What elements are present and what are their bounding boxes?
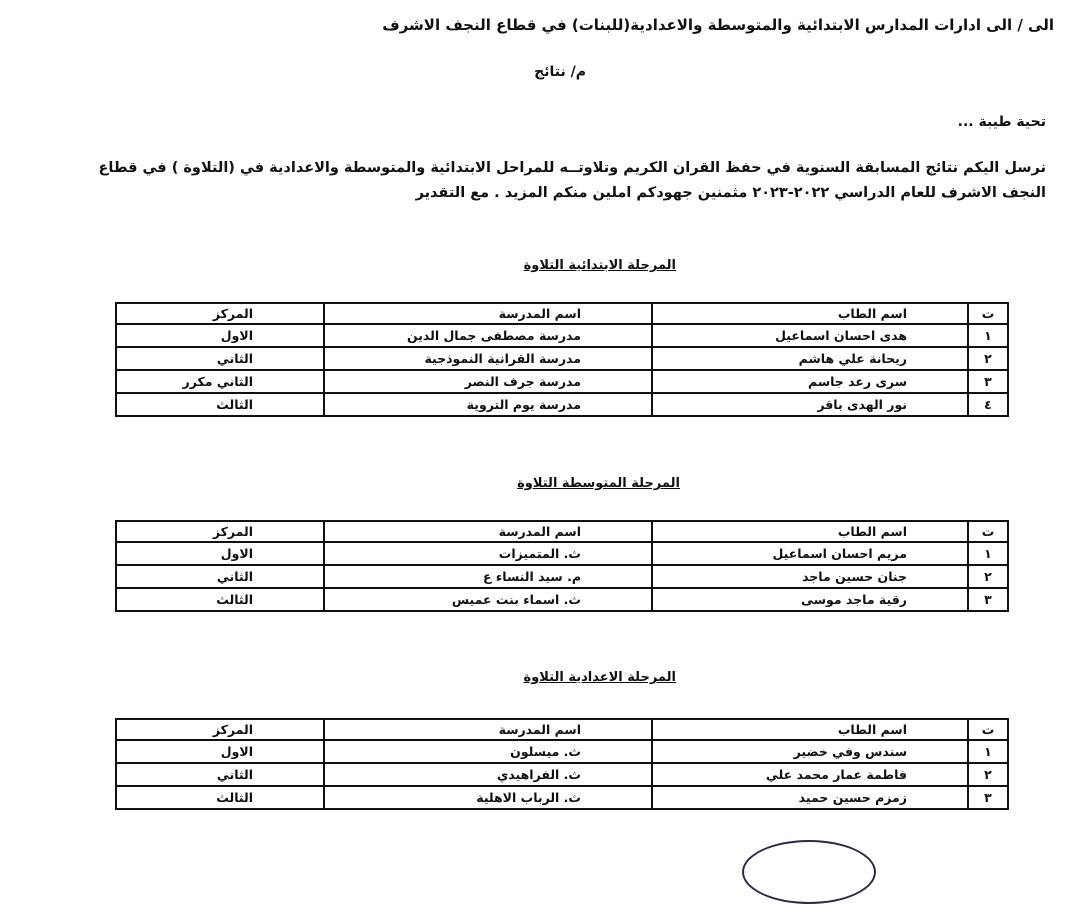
- cell-rank: الثالث: [116, 786, 324, 809]
- section-title-intermediate: المرحلة المتوسطة التلاوة: [517, 476, 680, 491]
- results-table-primary: [115, 302, 1009, 417]
- table-header-row: [116, 521, 1008, 542]
- cell-school: مدرسة مصطفى جمال الدين: [324, 324, 652, 347]
- header-school: اسم المدرسة: [324, 521, 652, 542]
- cell-rank: الثاني مكرر: [116, 370, 324, 393]
- table-row: [116, 370, 1008, 393]
- header-student: اسم الطاب: [652, 521, 968, 542]
- table-row: [116, 324, 1008, 347]
- cell-student: زمزم حسين حميد: [652, 786, 968, 809]
- cell-school: ث. المتميزات: [324, 542, 652, 565]
- section-title-primary: المرحلة الابتدائية التلاوة: [523, 258, 676, 273]
- header-school: اسم المدرسة: [324, 719, 652, 740]
- letter-body-line-2: النجف الاشرف للعام الدراسي ٢٠٢٢-٢٠٢٣ مثمنين جهودكم املين منكم المزيد . مع التقدير: [415, 185, 1046, 201]
- table-row: [116, 786, 1008, 809]
- table-header-row: [116, 303, 1008, 324]
- cell-num: ٣: [968, 370, 1008, 393]
- cell-student: نور الهدى باقر: [652, 393, 968, 416]
- letter-addressee: الى / الى ادارات المدارس الابتدائية والمتوسطة والاعدادية(للبنات) في قطاع النجف الاشرف: [382, 16, 1054, 34]
- results-table-intermediate: [115, 520, 1009, 612]
- cell-student: فاطمة عمار محمد علي: [652, 763, 968, 786]
- cell-num: ١: [968, 324, 1008, 347]
- letter-body-line-1: نرسل اليكم نتائج المسابقة السنوية في حفظ القران الكريم وتلاوتــه للمراحل الابتدائية والمتوسطة والاعدادية في (التلاوة ) في قطاع: [98, 160, 1046, 176]
- cell-school: مدرسة جرف النصر: [324, 370, 652, 393]
- cell-school: ث. اسماء بنت عميس: [324, 588, 652, 611]
- cell-num: ٣: [968, 786, 1008, 809]
- header-num: ت: [968, 521, 1008, 542]
- table-row: [116, 740, 1008, 763]
- cell-school: مدرسة يوم التروية: [324, 393, 652, 416]
- header-num: ت: [968, 303, 1008, 324]
- signature-mark: [742, 840, 876, 904]
- results-table-secondary: [115, 718, 1009, 810]
- cell-school: مدرسة القرانية النموذجية: [324, 347, 652, 370]
- cell-rank: الاول: [116, 740, 324, 763]
- header-rank: المركز: [116, 303, 324, 324]
- cell-num: ١: [968, 542, 1008, 565]
- cell-student: ريحانة علي هاشم: [652, 347, 968, 370]
- cell-num: ٢: [968, 565, 1008, 588]
- table-row: [116, 347, 1008, 370]
- cell-student: جنان حسين ماجد: [652, 565, 968, 588]
- table-row: [116, 588, 1008, 611]
- cell-num: ١: [968, 740, 1008, 763]
- cell-rank: الثالث: [116, 393, 324, 416]
- cell-num: ٢: [968, 347, 1008, 370]
- header-rank: المركز: [116, 521, 324, 542]
- table-row: [116, 542, 1008, 565]
- cell-school: ث. الفراهيدي: [324, 763, 652, 786]
- cell-num: ٣: [968, 588, 1008, 611]
- cell-rank: الثاني: [116, 565, 324, 588]
- cell-student: رقية ماجد موسى: [652, 588, 968, 611]
- cell-student: سندس وفي خضير: [652, 740, 968, 763]
- cell-num: ٤: [968, 393, 1008, 416]
- header-student: اسم الطاب: [652, 719, 968, 740]
- cell-rank: الاول: [116, 542, 324, 565]
- cell-rank: الثاني: [116, 763, 324, 786]
- cell-school: ث. الرباب الاهلية: [324, 786, 652, 809]
- cell-rank: الثاني: [116, 347, 324, 370]
- header-school: اسم المدرسة: [324, 303, 652, 324]
- cell-num: ٢: [968, 763, 1008, 786]
- cell-student: هدى احسان اسماعيل: [652, 324, 968, 347]
- table-row: [116, 393, 1008, 416]
- cell-rank: الاول: [116, 324, 324, 347]
- table-row: [116, 763, 1008, 786]
- cell-school: م. سيد النساء ع: [324, 565, 652, 588]
- letter-subject: م/ نتائج: [534, 64, 586, 80]
- header-num: ت: [968, 719, 1008, 740]
- table-row: [116, 565, 1008, 588]
- section-title-secondary: المرحلة الاعدادية التلاوة: [523, 670, 676, 685]
- cell-student: مريم احسان اسماعيل: [652, 542, 968, 565]
- table-header-row: [116, 719, 1008, 740]
- cell-school: ث. ميسلون: [324, 740, 652, 763]
- cell-student: سرى رعد جاسم: [652, 370, 968, 393]
- letter-greeting: تحية طيبة ...: [957, 114, 1046, 130]
- header-student: اسم الطاب: [652, 303, 968, 324]
- cell-rank: الثالث: [116, 588, 324, 611]
- header-rank: المركز: [116, 719, 324, 740]
